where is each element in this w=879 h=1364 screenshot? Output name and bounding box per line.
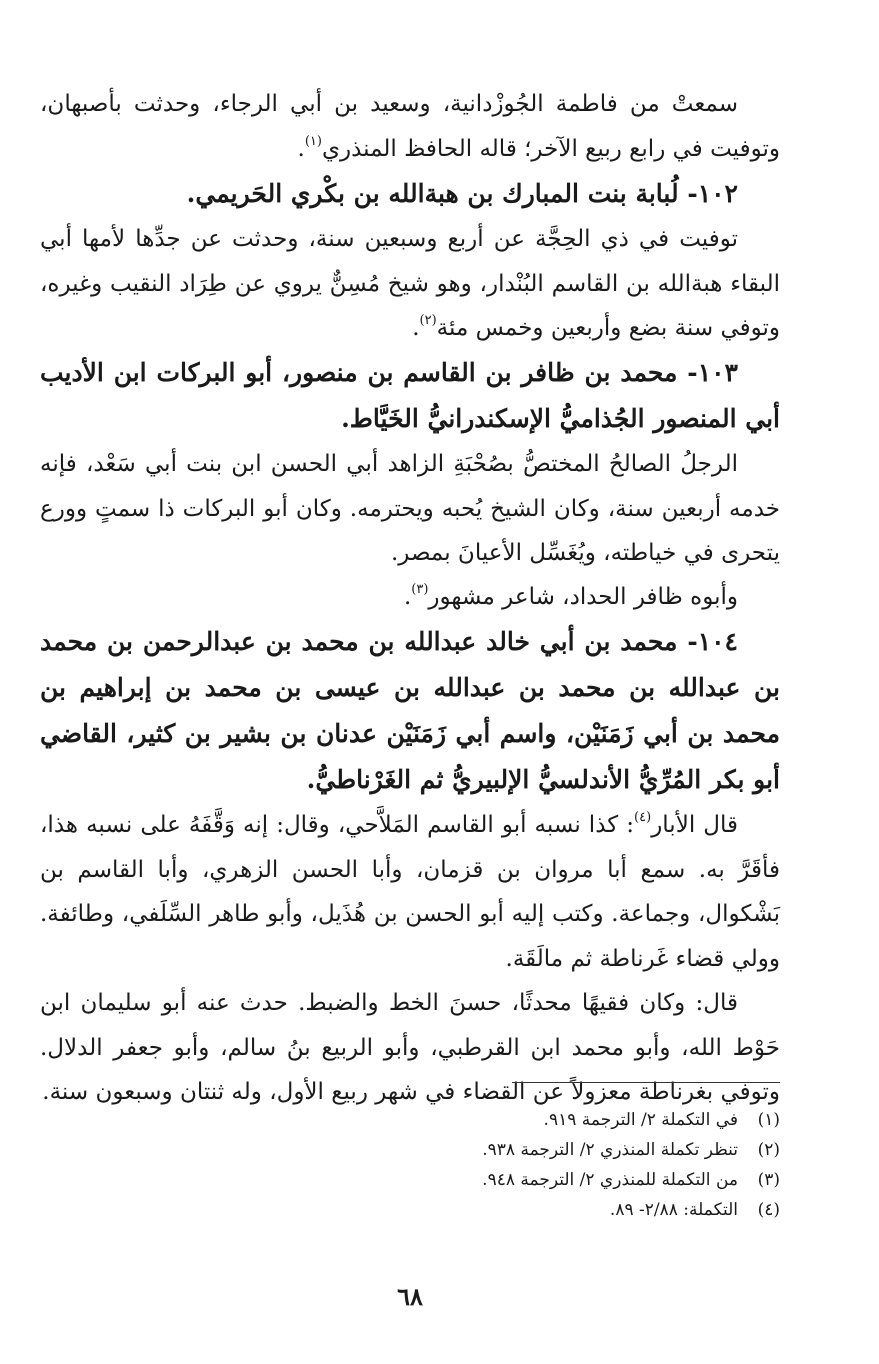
paragraph-text-start: قال الأبار (651, 812, 738, 838)
paragraph-3 (40, 442, 780, 575)
footnote-text: تنظر تكملة المنذري ٢/ الترجمة ٩٣٨. (482, 1140, 738, 1160)
footnote-separator (512, 1082, 780, 1083)
paragraph-text: الرجلُ الصالحُ المختصُّ بصُحْبَةِ الزاهد أبي الحسن ابن بنت أبي سَعْد، فإنه خدمه أربعين سنة، وكان الشيخ يُحبه ويحترمه. وكان أبو البركات ذا سمتٍ وورع يتحرى في خياطته، ويُغَسِّل الأعيانَ بمصر. (40, 451, 780, 566)
entry-heading-104 (40, 619, 780, 803)
paragraph-text: سمعتْ من فاطمة الجُوزْدانية، وسعيد بن أبي الرجاء، وحدثت بأصبهان، وتوفيت في رابع ربيع الآخر؛ قاله الحافظ المنذري (40, 91, 780, 162)
footnote-ref-2[interactable]: (٢) (419, 313, 437, 329)
footnotes-list (40, 1105, 780, 1225)
footnote-text: في التكملة ٢/ الترجمة ٩١٩. (543, 1110, 738, 1130)
entry-heading-102 (40, 171, 780, 217)
period: . (297, 135, 305, 162)
entry-title: لُبابة بنت المبارك بن هبةالله بن بكْري الحَريمي (195, 179, 679, 208)
footnote-marker: (٢) (757, 1140, 780, 1160)
entry-heading-103 (40, 350, 780, 442)
paragraph-text: قال: وكان فقيهًا محدثًا، حسنَ الخط والضبط. حدث عنه أبو سليمان ابن حَوْط الله، وأبو محمد ابن القرطبي، وأبو الربيع بنُ سالم، وأبو جعفر الدلال. وتوفي بغرناطة معزولاً عن القضاء في شهر ربيع الأول، وله ثنتان وسبعون سنة. (40, 990, 780, 1105)
footnote-text: التكملة: ٢/٨٨- ٨٩. (609, 1200, 738, 1220)
footnote-ref-4[interactable]: (٤) (634, 810, 652, 826)
footnote-marker: (٣) (757, 1170, 780, 1190)
footnote-item (40, 1195, 780, 1225)
paragraph-6 (40, 981, 780, 1115)
footnote-ref-1[interactable]: (١) (304, 133, 322, 149)
footnote-item (40, 1135, 780, 1165)
paragraph-4 (40, 575, 780, 619)
entry-number: ١٠٣- (687, 358, 738, 387)
period: . (306, 765, 316, 794)
footnote-marker: (٤) (757, 1200, 780, 1220)
page-number: ٦٨ (397, 1282, 423, 1311)
entry-number: ١٠٤- (687, 627, 738, 656)
book-page (40, 82, 780, 1311)
paragraph-text: وأبوه ظافر الحداد، شاعر مشهور (428, 584, 738, 610)
entry-title: محمد بن أبي خالد عبدالله بن محمد بن عبدالرحمن بن محمد بن عبدالله بن محمد بن عبدالله بن عيسى بن محمد بن إبراهيم بن محمد بن أبي زَمَنَيْن، واسم أبي زَمَنَيْن عدنان بن بشير بن كثير، القاضي أبو بكر المُرِّيُّ الأندلسيُّ الإلبيريُّ ثم الغَرْناطيُّ (40, 627, 780, 794)
paragraph-5 (40, 803, 780, 981)
period: . (186, 179, 196, 208)
footnote-item (40, 1165, 780, 1195)
footnote-ref-3[interactable]: (٣) (411, 582, 429, 598)
footnote-item (40, 1105, 780, 1135)
period: . (341, 404, 350, 433)
paragraph-1 (40, 82, 780, 171)
period: . (412, 315, 420, 341)
paragraph-2 (40, 217, 780, 350)
paragraph-text: توفيت في ذي الحِجَّة عن أربع وسبعين سنة، وحدثت عن جدِّها لأمها أبي البقاء هبةالله بن القاسم البُنْدار، وهو شيخ مُسِنٌّ يروي عن طِرَاد النقيب وغيره، وتوفي سنة بضع وأربعين وخمس مئة (40, 226, 780, 341)
entry-title: محمد بن ظافر بن القاسم بن منصور، أبو البركات ابن الأديب أبي المنصور الجُذاميُّ الإسكندرانيُّ الخَيَّاط (40, 358, 780, 433)
entry-number: ١٠٢- (687, 179, 738, 208)
footnote-marker: (١) (757, 1110, 780, 1130)
period: . (403, 584, 412, 610)
footnote-text: من التكملة للمنذري ٢/ الترجمة ٩٤٨. (482, 1170, 738, 1190)
paragraph-text: : كذا نسبه أبو القاسم المَلاَّحي، وقال: إنه وَقَّفَهُ على نسبه هذا، فأقَرَّ به. سمع أبا مروان بن قزمان، وأبا الحسن الزهري، وأبا القاسم بن بَشْكوال، وجماعة. وكتب إليه أبو الحسن بن هُذَيل، وأبو طاهر السِّلَفي، وطائفة. وولي قضاء غَرناطة ثم مالَقَة. (40, 812, 780, 972)
